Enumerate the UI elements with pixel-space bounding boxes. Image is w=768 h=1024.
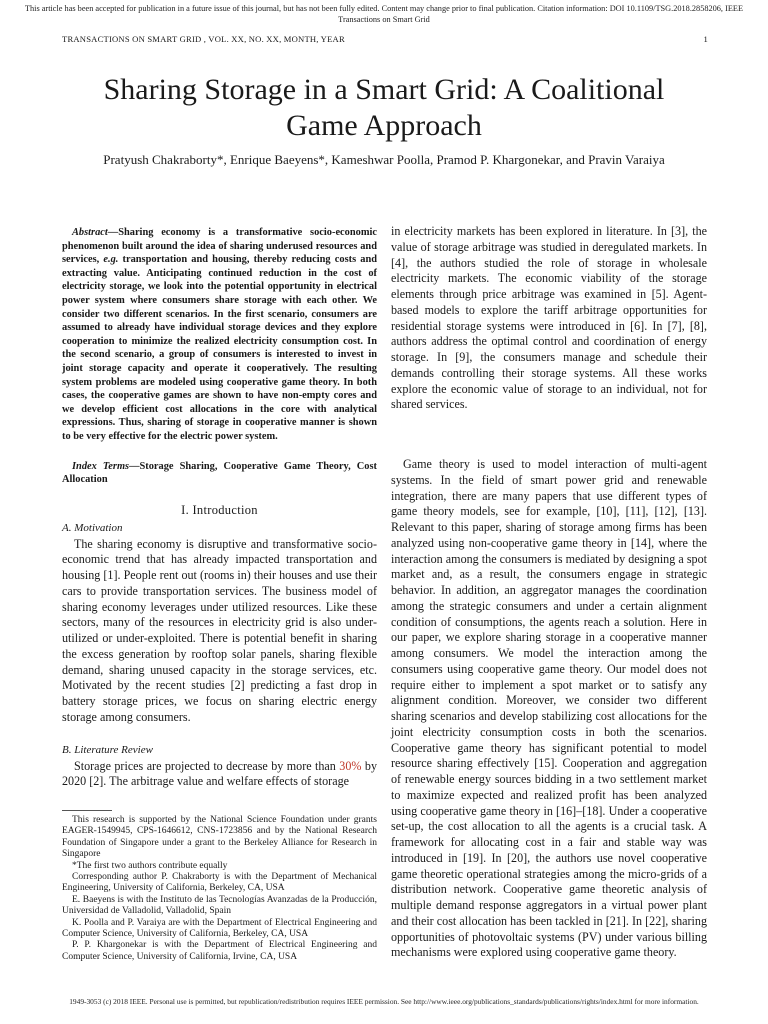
banner-line-1: This article has been accepted for publication in a future issue of this journal, but has not been fully edited. Content may change prior to final publication. Citation information: DOI 10.1109/TSG.2018.2858206, IEEE [24,4,744,13]
abstract-text-b: transportation and housing, thereby reducing costs and extracting value. Anticipating continued reduction in the cost of electricity storage, we look into the potential opportunity in electrical power system where consumers share storage with each other. We consider two different scenarios. In the first scenario, consumers are assumed to already have individual storage devices and they explore cooperation to minimize the realized electricity consumption cost. In the second scenario, a group of consumers is interested to invest in joint storage capacity and operate it cooperatively. The resulting system problems are modeled using cooperative game theory. In both cases, the cooperative games are shown to have non-empty cores and we develop efficient cost allocations in the core with analytical expressions. Thus, sharing of storage in cooperative manner is shown to be very effective for the electric power system. [62,254,377,442]
subsection-heading-motivation: A. Motivation [62,521,123,534]
footnote-poolla-varaiya: K. Poolla and P. Varaiya are with the Department of Electrical Engineering and Computer Science, University of California, Berkeley, CA, USA [62,917,377,940]
page-number: 1 [703,34,708,44]
footnote-khargonekar: P. P. Khargonekar is with the Department of Electrical Engineering and Computer Science, University of California, Irvine, CA, USA [62,940,377,962]
index-terms-label: Index Terms [72,460,130,472]
abstract-label: Abstract [72,227,108,238]
paper-title [40,72,728,144]
percent-value: 30% [339,758,362,773]
index-terms-text: —Storage Sharing, Cooperative Game Theory, Cost Allocation [62,460,377,486]
running-header [62,34,708,44]
index-terms [62,460,377,487]
author-list: Pratyush Chakraborty*, Enrique Baeyens*, Kameshwar Poolla, Pramod P. Khargonekar, and Pravin Varaiya [103,152,665,167]
accepted-article-banner [20,3,748,25]
section-heading-introduction: I. Introduction [181,502,258,517]
literature-text-1: Storage prices are projected to decrease by more than [74,758,340,773]
left-column [62,226,377,790]
title-line-2: Game Approach [286,109,482,142]
footnote-equal-contribution: *The first two authors contribute equally [72,860,228,871]
subsection-heading-literature-review: B. Literature Review [62,743,153,756]
literature-text-2: by 2020 [2]. The arbitrage value and welfare effects of storage [62,758,377,789]
right-paragraph-1: in electricity markets has been explored in literature. In [3], the value of storage arbitrage was studied in deregulated markets. In [4], the authors studied the role of storage in wholesale electricity markets. The economic viability of the storage elements through price arbitrage was examined in [5]. Agent-based models to explore the tariff arbitrage opportunities for residential storage systems were introduced in [6]. In [7], [8], authors address the optimal control and coordination of energy storage. In [9], the consumers manage and schedule their demands controlling their storage systems. All these works explore the economic value of storage to an individual, not for shared services. [391,224,707,412]
footnote-baeyens: E. Baeyens is with the Instituto de las Tecnologías Avanzadas de la Producción, Universidad de Valladolid, Valladolid, Spain [62,894,377,917]
abstract-eg: e.g. [103,254,119,266]
abstract [62,226,377,444]
literature-paragraph [62,759,377,791]
footnote-rule [62,810,112,811]
right-column [391,224,707,961]
footnote-corresponding-author: Corresponding author P. Chakraborty is with the Department of Mechanical Engineering, University of California, Berkeley, CA, USA [62,872,377,894]
footnote-funding: This research is supported by the National Science Foundation under grants EAGER-1549945, CPS-1646612, CNS-1723856 and by the National Research Foundation of Singapore under a grant to the Berkeley Alliance for Research in Singapore [62,815,377,860]
journal-header: TRANSACTIONS ON SMART GRID , VOL. XX, NO. XX, MONTH, YEAR [62,34,345,44]
banner-line-2: Transactions on Smart Grid [338,15,430,24]
right-paragraph-2: Game theory is used to model interaction of multi-agent systems. In the field of smart power grid and renewable integration, there are many papers that use different types of game theory models, see for example, [10], [11], [12], [13]. Relevant to this paper, sharing of storage among firms has been analyzed using non-cooperative game theory in [14], where the interaction among the consumers is mediated by designing a spot market and, as a result, the consumers engage in strategic behavior. In addition, an aggregator manages the coordination among the strategic consumers and under a certain alignment condition of consumptions, the agents reach a solution. Here in our paper, we explore sharing storage in a cooperative manner among consumers. We model the interaction among the consumers using cooperative game theory. Our model does not require either to implement a spot market or to satisfy any alignment condition. Moreover, we consider two different sharing scenarios and develop stabilizing cost allocations for the joint electricity consumption costs in both the scenarios. Cooperative game theory has significant potential to model resource sharing effectively [15]. Cooperation and aggregation of renewable energy sources bidding in a two settlement market to maximize expected and realized profit has been analyzed using cooperative game theory in [16]–[18]. Under a cooperative set-up, the cost allocation to all the agents is a crucial task. A framework for allocating cost in a fair and stable way was introduced in [19]. In [20], the authors use novel cooperative game theoretic operational strategies among the micro-grids of a distribution network. Cooperative game theoretic analysis of multiple demand response aggregators in a virtual power plant and their cost allocation has been tackled in [21]. In [22], sharing opportunities of photovoltaic systems (PV) under various billing mechanisms were explored using cooperative game theory. [391,457,707,960]
title-line-1: Sharing Storage in a Smart Grid: A Coalitional [103,73,665,106]
footnotes [62,815,377,963]
abstract-text-a: —Sharing economy is a transformative socio-economic phenomenon built around the idea of sharing underused resources and services, [62,227,377,266]
motivation-paragraph: The sharing economy is disruptive and transformative socio-economic trend that has already impacted transportation and housing [1]. People rent out (rooms in) their houses and use their cars to provide transportation services. The business model of sharing economy leverages under utilized resources. Like these sectors, many of the resources in electricity grid is also under-utilized or under-exploited. There is potential benefit in sharing the excess generation by rooftop solar panels, sharing flexible demand, sharing unused capacity in the storage services, etc. Motivated by the recent studies [2] predicting a fast drop in battery storage prices, we focus on sharing electric energy storage among consumers. [62,536,377,724]
copyright-notice: 1949-3053 (c) 2018 IEEE. Personal use is permitted, but republication/redistribution requires IEEE permission. See http://www.ieee.org/publications_standards/publications/rights/index.html for more information. [69,997,699,1006]
